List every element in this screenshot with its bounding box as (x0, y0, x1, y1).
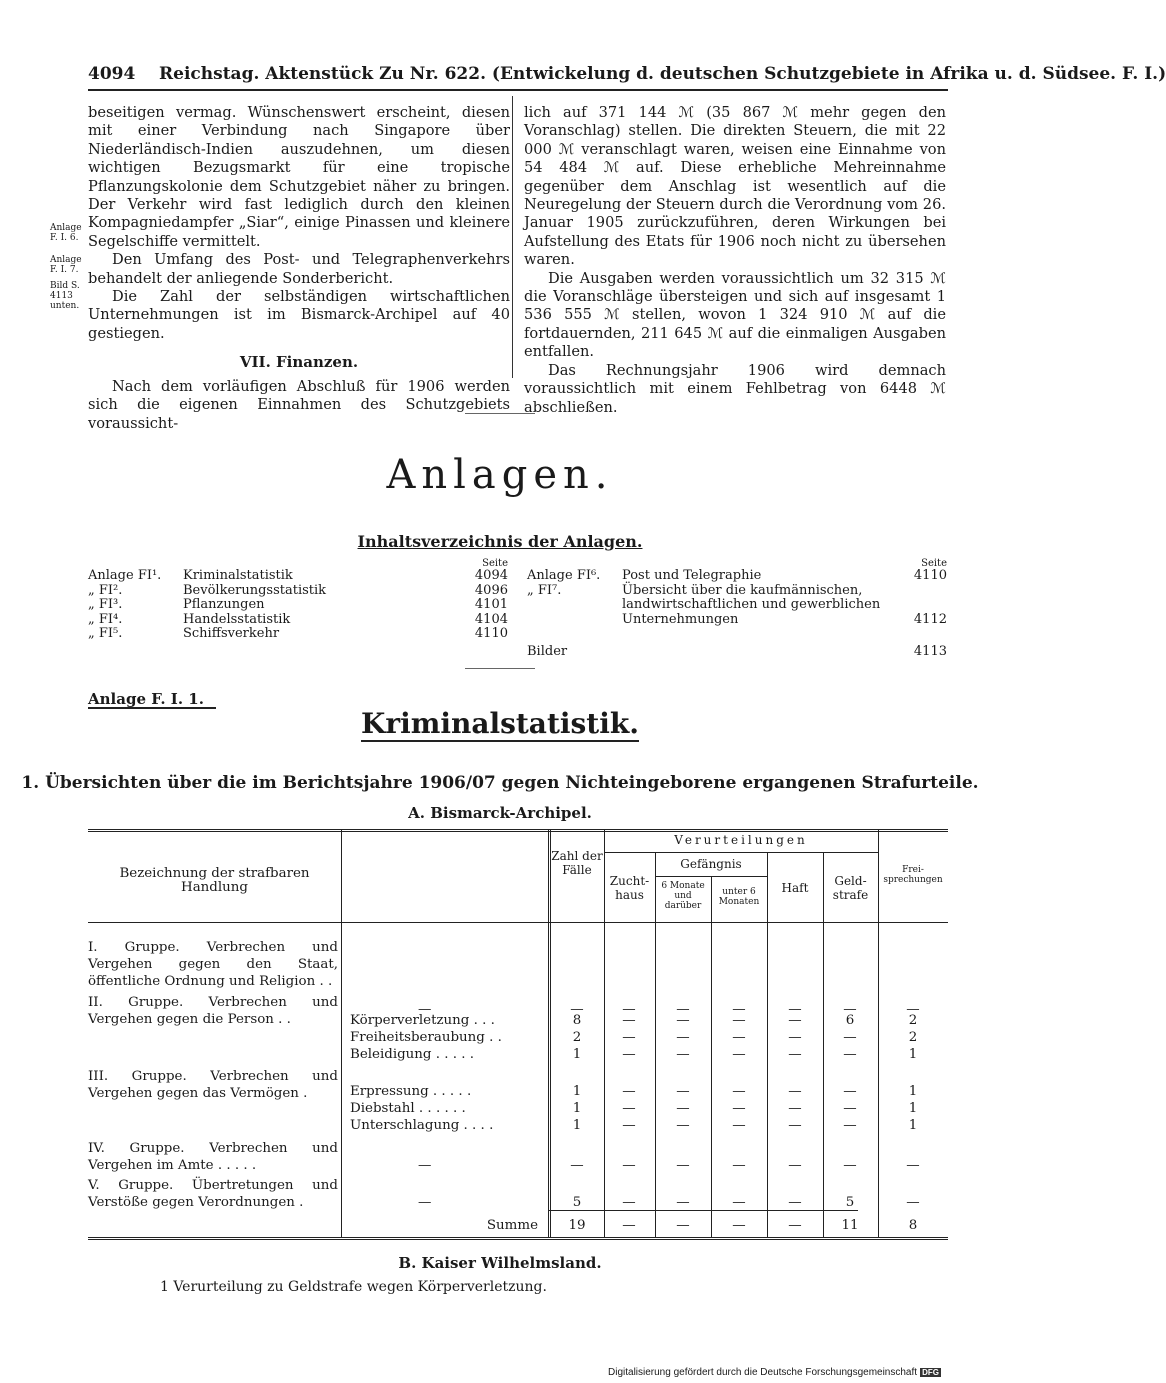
table-cell: — (732, 1101, 746, 1116)
table-cell: — (676, 1218, 690, 1233)
toc-title: Übersicht über die kaufmännischen, landwirtschaftlichen und gewerblichen Unternehmungen (622, 582, 881, 627)
table-rule (88, 829, 948, 832)
left-column (88, 104, 510, 433)
table-cell: — (906, 1002, 920, 1017)
paragraph: Den Umfang des Post- und Telegraphenverkehrs behandelt der anliegende Sonderbericht. (88, 251, 510, 287)
table-cell: — (676, 1084, 690, 1099)
table-cell: — (732, 1030, 746, 1045)
toc-heading: Inhaltsverzeichnis der Anlagen. (357, 532, 643, 551)
table-cell: — (622, 1013, 636, 1028)
section-heading: VII. Finanzen. (239, 353, 359, 372)
sum-label: Summe (486, 1218, 538, 1233)
page-number: 4094 (88, 64, 136, 84)
table-cell: — (622, 1195, 636, 1210)
table-cell: — (732, 1084, 746, 1099)
table-cell: 1 (908, 1101, 918, 1116)
table-cell: 2 (572, 1030, 582, 1045)
table-cell: — (732, 1002, 746, 1017)
table-cell: — (843, 1002, 857, 1017)
offense-label: — (418, 1158, 432, 1173)
note-b: 1 Verurteilung zu Geldstrafe wegen Körperverletzung. (160, 1279, 547, 1295)
group-4: IV. Gruppe. Verbrechen und Vergehen im Amte . . . . . (88, 1141, 338, 1173)
table-cell: — (676, 1047, 690, 1062)
dfg-logo: DFG (922, 1368, 939, 1377)
toc-entry (88, 584, 508, 599)
paragraph: lich auf 371 144 ℳ (35 867 ℳ mehr gegen den Voranschlag) stellen. Die direkten Steuern, die mit 22 000 ℳ veranschlagt waren, weisen eine Einnahme von 54 484 ℳ auf. Diese erhebliche Mehreinnahme gegenüber dem Anschlag ist wesentlich auf die Neuregelung der Steuern durch die Verordnung vom 26. Januar 1905 zurückzuführen, deren Wirkungen bei Aufstellung des Etats für 1906 noch nicht zu übersehen waren. (524, 104, 946, 269)
toc-page: 4110 (913, 568, 947, 583)
toc-entry (527, 584, 947, 628)
toc-left (88, 558, 508, 642)
margin-note: Anlage F. I. 7. (50, 255, 82, 275)
table-cell: — (843, 1047, 857, 1062)
offense-label: Diebstahl . . . . . . (350, 1101, 466, 1116)
toc-entry (527, 645, 947, 660)
table-cell: 2 (908, 1030, 918, 1045)
toc-label: „ FI³. (88, 597, 123, 612)
toc-entry (88, 569, 508, 584)
table-cell: — (622, 1084, 636, 1099)
toc-title: Kriminalstatistik (183, 568, 293, 583)
table-cell: — (676, 1118, 690, 1133)
anlagen-title: Anlagen. (386, 452, 614, 498)
table-cell: 1 (908, 1084, 918, 1099)
header-verurteilungen: Verurteilungen (674, 833, 808, 847)
toc-entry (88, 613, 508, 628)
toc-page: 4113 (913, 644, 947, 659)
offense-label: — (418, 1195, 432, 1210)
table-cell: 6 (845, 1013, 855, 1028)
toc-page: 4110 (474, 626, 508, 641)
table-cell: — (843, 1158, 857, 1173)
group-5: V. Gruppe. Übertretungen und Verstöße gegen Verordnungen . (88, 1178, 338, 1210)
section-title (0, 707, 1000, 740)
table-cell: — (676, 1195, 690, 1210)
table-cell: 1 (572, 1118, 582, 1133)
anlage-label: Anlage F. I. 1. (88, 690, 204, 708)
table-cell: — (676, 1030, 690, 1045)
offense-label: Beleidigung . . . . . (350, 1047, 475, 1062)
group-1: I. Gruppe. Verbrechen und Vergehen gegen den Staat, öffentliche Ordnung und Religion . . (88, 940, 338, 989)
statistics-table (88, 829, 948, 1241)
toc-label: „ FI⁵. (88, 626, 123, 641)
subsection-a: A. Bismarck-Archipel. (408, 804, 592, 822)
table-cell: — (906, 1158, 920, 1173)
toc-title: Handelsstatistik (183, 611, 291, 627)
table-cell: — (622, 1158, 636, 1173)
table-cell: — (843, 1084, 857, 1099)
table-cell: — (676, 1013, 690, 1028)
table-cell: — (732, 1013, 746, 1028)
toc-label: „ FI⁴. (88, 611, 123, 627)
paragraph: Das Rechnungsjahr 1906 wird demnach voraussichtlich mit einem Fehlbetrag von 6448 ℳ abschließen. (524, 361, 946, 416)
table-cell: — (622, 1101, 636, 1116)
table-cell: 5 (845, 1195, 855, 1210)
table-rule (341, 829, 342, 1237)
toc-title: Post und Telegraphie (622, 568, 762, 583)
table-cell: — (676, 1002, 690, 1017)
table-cell: — (788, 1002, 802, 1017)
toc-page: 4096 (474, 582, 508, 598)
header-freisprechungen: Frei-sprechungen (883, 865, 943, 885)
right-column (524, 104, 946, 417)
seite-label: Seite (921, 558, 947, 569)
table-cell: — (732, 1218, 746, 1233)
offense-label: Freiheitsberaubung . . (350, 1030, 502, 1045)
table-cell: — (788, 1084, 802, 1099)
toc-label: „ FI⁷. (527, 582, 562, 598)
toc-title: Bevölkerungsstatistik (183, 582, 327, 598)
header-geldstrafe: Geld-strafe (832, 874, 869, 902)
margin-note: Anlage F. I. 6. (50, 223, 82, 243)
offense-label: Körperverletzung . . . (350, 1013, 495, 1028)
paragraph: Die Zahl der selbständigen wirtschaftlichen Unternehmungen ist im Bismarck-Archipel auf 40 gestiegen. (88, 288, 510, 342)
column-separator (512, 96, 513, 378)
table-rule (604, 852, 878, 853)
header-gefaengnis: Gefängnis (680, 857, 742, 871)
table-cell: 19 (568, 1218, 586, 1233)
table-cell: — (622, 1218, 636, 1233)
table-cell: — (622, 1030, 636, 1045)
table-cell: 8 (908, 1218, 918, 1233)
table-cell: 1 (572, 1101, 582, 1116)
toc-page: 4094 (474, 568, 508, 583)
subtitle: 1. Übersichten über die im Berichtsjahre 1906/07 gegen Nichteingeborene ergangenen Strafurteile. (21, 773, 979, 793)
table-cell: — (732, 1195, 746, 1210)
table-cell: — (843, 1118, 857, 1133)
header-rule (88, 89, 948, 91)
separator (465, 668, 535, 669)
table-rule (878, 829, 879, 1237)
table-cell: — (676, 1101, 690, 1116)
table-cell: — (570, 1002, 584, 1017)
table-cell: — (622, 1002, 636, 1017)
table-cell: — (676, 1158, 690, 1173)
table-cell: — (788, 1013, 802, 1028)
table-cell: — (843, 1101, 857, 1116)
section-title-text: Kriminalstatistik. (360, 707, 640, 740)
table-cell: 2 (908, 1013, 918, 1028)
table-cell: — (788, 1047, 802, 1062)
table-cell: — (788, 1218, 802, 1233)
paragraph: beseitigen vermag. Wünschenswert erscheint, diesen mit einer Verbindung nach Singapore über Niederländisch-Indien auszudehnen, um diesen wichtigen Bezugsmarkt für eine tropische Pflanzungskolonie dem Schutzgebiet näher zu bringen. Der Verkehr wird fast lediglich durch den kleinen Kompagniedampfer „Siar“, einige Pinassen und kleinere Segelschiffe vermittelt. (88, 104, 510, 250)
toc-entry (88, 627, 508, 642)
table-cell: — (622, 1047, 636, 1062)
subsection-b: B. Kaiser Wilhelmsland. (398, 1254, 602, 1272)
toc-label: „ FI². (88, 582, 123, 598)
paragraph: Die Ausgaben werden voraussichtlich um 32 315 ℳ die Voranschläge übersteigen und sich auf insgesamt 1 536 555 ℳ stellen, wovon 1 324 910 ℳ auf die fortdauernden, 211 645 ℳ auf die einmaligen Ausgaben entfallen. (524, 269, 946, 361)
table-cell: 8 (572, 1013, 582, 1028)
toc-entry (527, 569, 947, 584)
table-cell: — (622, 1118, 636, 1133)
toc-page: 4112 (913, 611, 947, 627)
seite-label: Seite (482, 558, 508, 569)
header-title: Reichstag. Aktenstück Zu Nr. 622. (Entwickelung d. deutschen Schutzgebiete in Afrika u. d. Südsee. F. I.) (159, 64, 1166, 84)
group-3: III. Gruppe. Verbrechen und Vergehen gegen das Vermögen . (88, 1069, 338, 1101)
table-cell: — (732, 1118, 746, 1133)
table-cell: — (788, 1195, 802, 1210)
header-bezeichnung: Bezeichnung der strafbaren Handlung (119, 866, 310, 895)
margin-note: Bild S. 4113 unten. (50, 281, 80, 311)
page-header (88, 64, 1166, 84)
table-cell: — (788, 1101, 802, 1116)
header-zahl: Zahl der Fälle (551, 849, 603, 877)
table-cell: — (732, 1158, 746, 1173)
table-rule (88, 922, 948, 923)
toc-label: Anlage FI¹. (88, 568, 162, 583)
paragraph: Nach dem vorläufigen Abschluß für 1906 werden sich die eigenen Einnahmen des Schutzgebiets voraussicht- (88, 377, 510, 432)
table-cell: — (788, 1118, 802, 1133)
separator (465, 413, 535, 414)
table-cell: 1 (908, 1118, 918, 1133)
toc-title: Pflanzungen (183, 597, 265, 612)
table-cell: 5 (572, 1195, 582, 1210)
offense-label: Unterschlagung . . . . (350, 1118, 494, 1133)
toc-label: Bilder (527, 644, 568, 659)
offense-label: — (418, 1002, 432, 1017)
toc-page: 4104 (474, 611, 508, 627)
header-haft: Haft (781, 881, 809, 895)
toc-entry (88, 598, 508, 613)
header-unter-6-monate: unter 6 Monaten (718, 887, 760, 907)
table-cell: — (570, 1158, 584, 1173)
toc-right (527, 558, 947, 660)
footer-text: Digitalisierung gefördert durch die Deutsche Forschungsgemeinschaft (608, 1367, 918, 1378)
table-cell: — (788, 1158, 802, 1173)
table-rule (88, 1237, 948, 1240)
table-cell: — (843, 1030, 857, 1045)
table-cell: — (906, 1195, 920, 1210)
offense-label: Erpressung . . . . . (350, 1084, 472, 1099)
toc-label: Anlage FI⁶. (527, 568, 601, 583)
table-cell: 1 (572, 1047, 582, 1062)
toc-page: 4101 (474, 597, 508, 612)
table-cell: 1 (572, 1084, 582, 1099)
header-6-monate: 6 Monate und darüber (661, 881, 705, 911)
table-cell: 11 (841, 1218, 859, 1233)
table-cell: — (788, 1030, 802, 1045)
toc-title: Schiffsverkehr (183, 626, 280, 641)
footer (608, 1367, 941, 1378)
table-cell: 1 (908, 1047, 918, 1062)
group-2: II. Gruppe. Verbrechen und Vergehen gegen die Person . . (88, 995, 338, 1027)
header-zuchthaus: Zucht-haus (609, 874, 650, 902)
table-cell: — (732, 1047, 746, 1062)
